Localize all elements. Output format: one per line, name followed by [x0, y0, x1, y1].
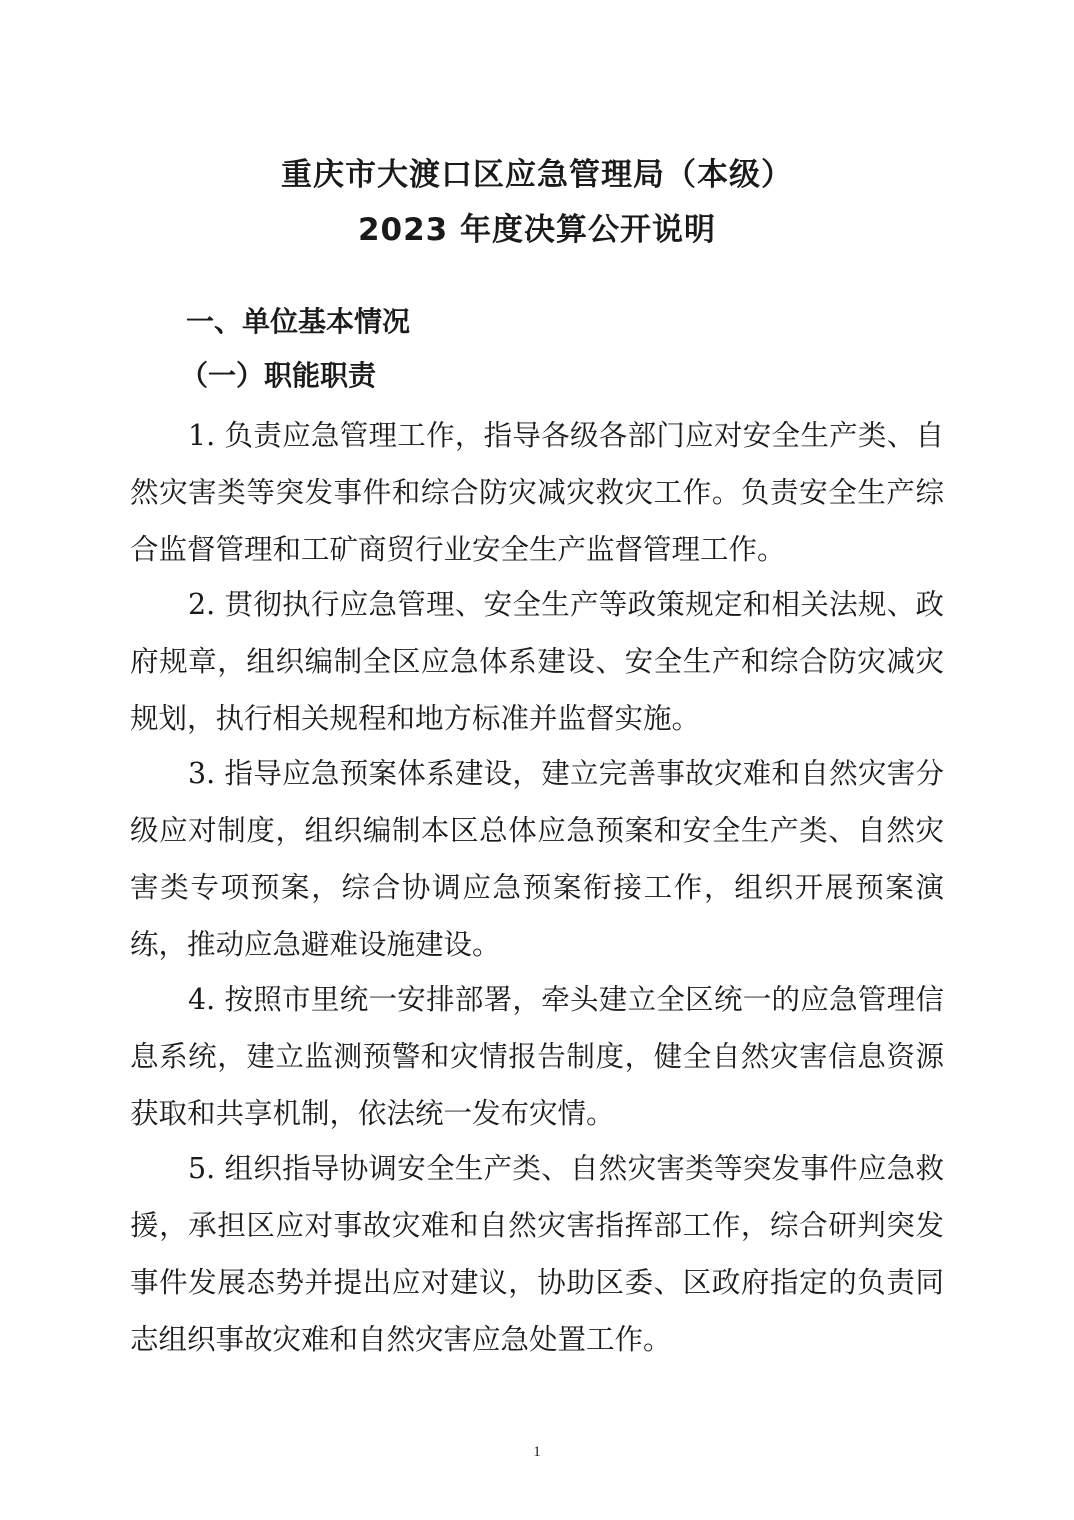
document-title-line-1: 重庆市大渡口区应急管理局（本级）: [281, 157, 793, 193]
subsection-heading: （一）职能职责: [180, 359, 377, 392]
paragraph-item-3: 3. 指导应急预案体系建设，建立完善事故灾难和自然灾害分级应对制度，组织编制本区总体应急预案和安全生产类、自然灾害类专项预案，综合协调应急预案衔接工作，组织开展预案演练，推动应急避难设施建设。: [130, 757, 944, 961]
section-heading: 一、单位基本情况: [186, 305, 411, 338]
paragraph-item-1: 1. 负责应急管理工作，指导各级各部门应对安全生产类、自然灾害类等突发事件和综合防灾减灾救灾工作。负责安全生产综合监督管理和工矿商贸行业安全生产监督管理工作。: [130, 419, 944, 566]
paragraph-item-5: 5. 组织指导协调安全生产类、自然灾害类等突发事件应急救援，承担区应对事故灾难和自然灾害指挥部工作，综合研判突发事件发展态势并提出应对建议，协助区委、区政府指定的负责同志组织事故灾难和自然灾害应急处置工作。: [130, 1152, 944, 1356]
paragraph-item-4: 4. 按照市里统一安排部署，牵头建立全区统一的应急管理信息系统，建立监测预警和灾情报告制度，健全自然灾害信息资源获取和共享机制，依法统一发布灾情。: [130, 983, 944, 1130]
document-title-line-2: 2023 年度决算公开说明: [357, 212, 717, 248]
page-number: 1: [533, 1444, 541, 1460]
paragraph-item-2: 2. 贯彻执行应急管理、安全生产等政策规定和相关法规、政府规章，组织编制全区应急体系建设、安全生产和综合防灾减灾规划，执行相关规程和地方标准并监督实施。: [130, 588, 944, 735]
